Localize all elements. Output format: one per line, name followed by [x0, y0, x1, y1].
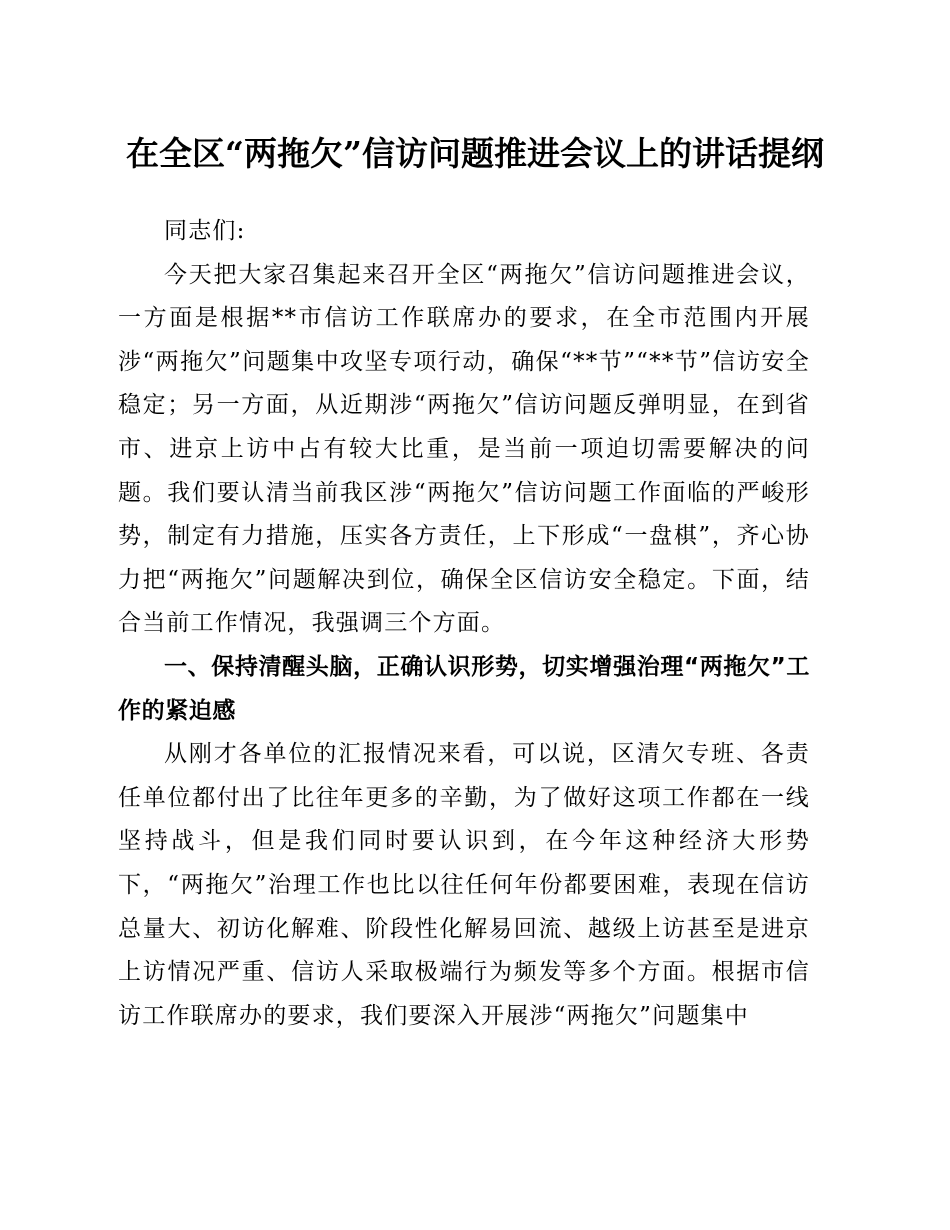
salutation: 同志们: — [164, 218, 246, 244]
document-body — [118, 210, 810, 1038]
section-1-paragraph: 从刚才各单位的汇报情况来看，可以说，区清欠专班、各责任单位都付出了比往年更多的辛勤，为了做好这项工作都在一线坚持战斗，但是我们同时要认识到，在今年这种经济大形势下，“两拖欠”治理工作也比以往任何年份都要困难，表现在信访总量大、初访化解难、阶段性化解易回流、越级上访甚至是进京上访情况严重、信访人采取极端行为频发等多个方面。根据市信访工作联席办的要求，我们要深入开展涉“两拖欠”问题集中 — [118, 741, 810, 1029]
section-heading-1: 一、保持清醒头脑，正确认识形势，切实增强治理“两拖欠”工作的紧迫感 — [118, 653, 810, 724]
document-title: 在全区“两拖欠”信访问题推进会议上的讲话提纲 — [126, 134, 824, 173]
intro-paragraph: 今天把大家召集起来召开全区“两拖欠”信访问题推进会议，一方面是根据**市信访工作联席办的要求，在全市范围内开展涉“两拖欠”问题集中攻坚专项行动，确保“**节”“**节”信访安全稳定；另一方面，从近期涉“两拖欠”信访问题反弹明显，在到省市、进京上访中占有较大比重，是当前一项迫切需要解决的问题。我们要认清当前我区涉“两拖欠”信访问题工作面临的严峻形势，制定有力措施，压实各方责任，上下形成“一盘棋”，齐心协力把“两拖欠”问题解决到位，确保全区信访安全稳定。下面，结合当前工作情况，我强调三个方面。 — [118, 261, 810, 637]
